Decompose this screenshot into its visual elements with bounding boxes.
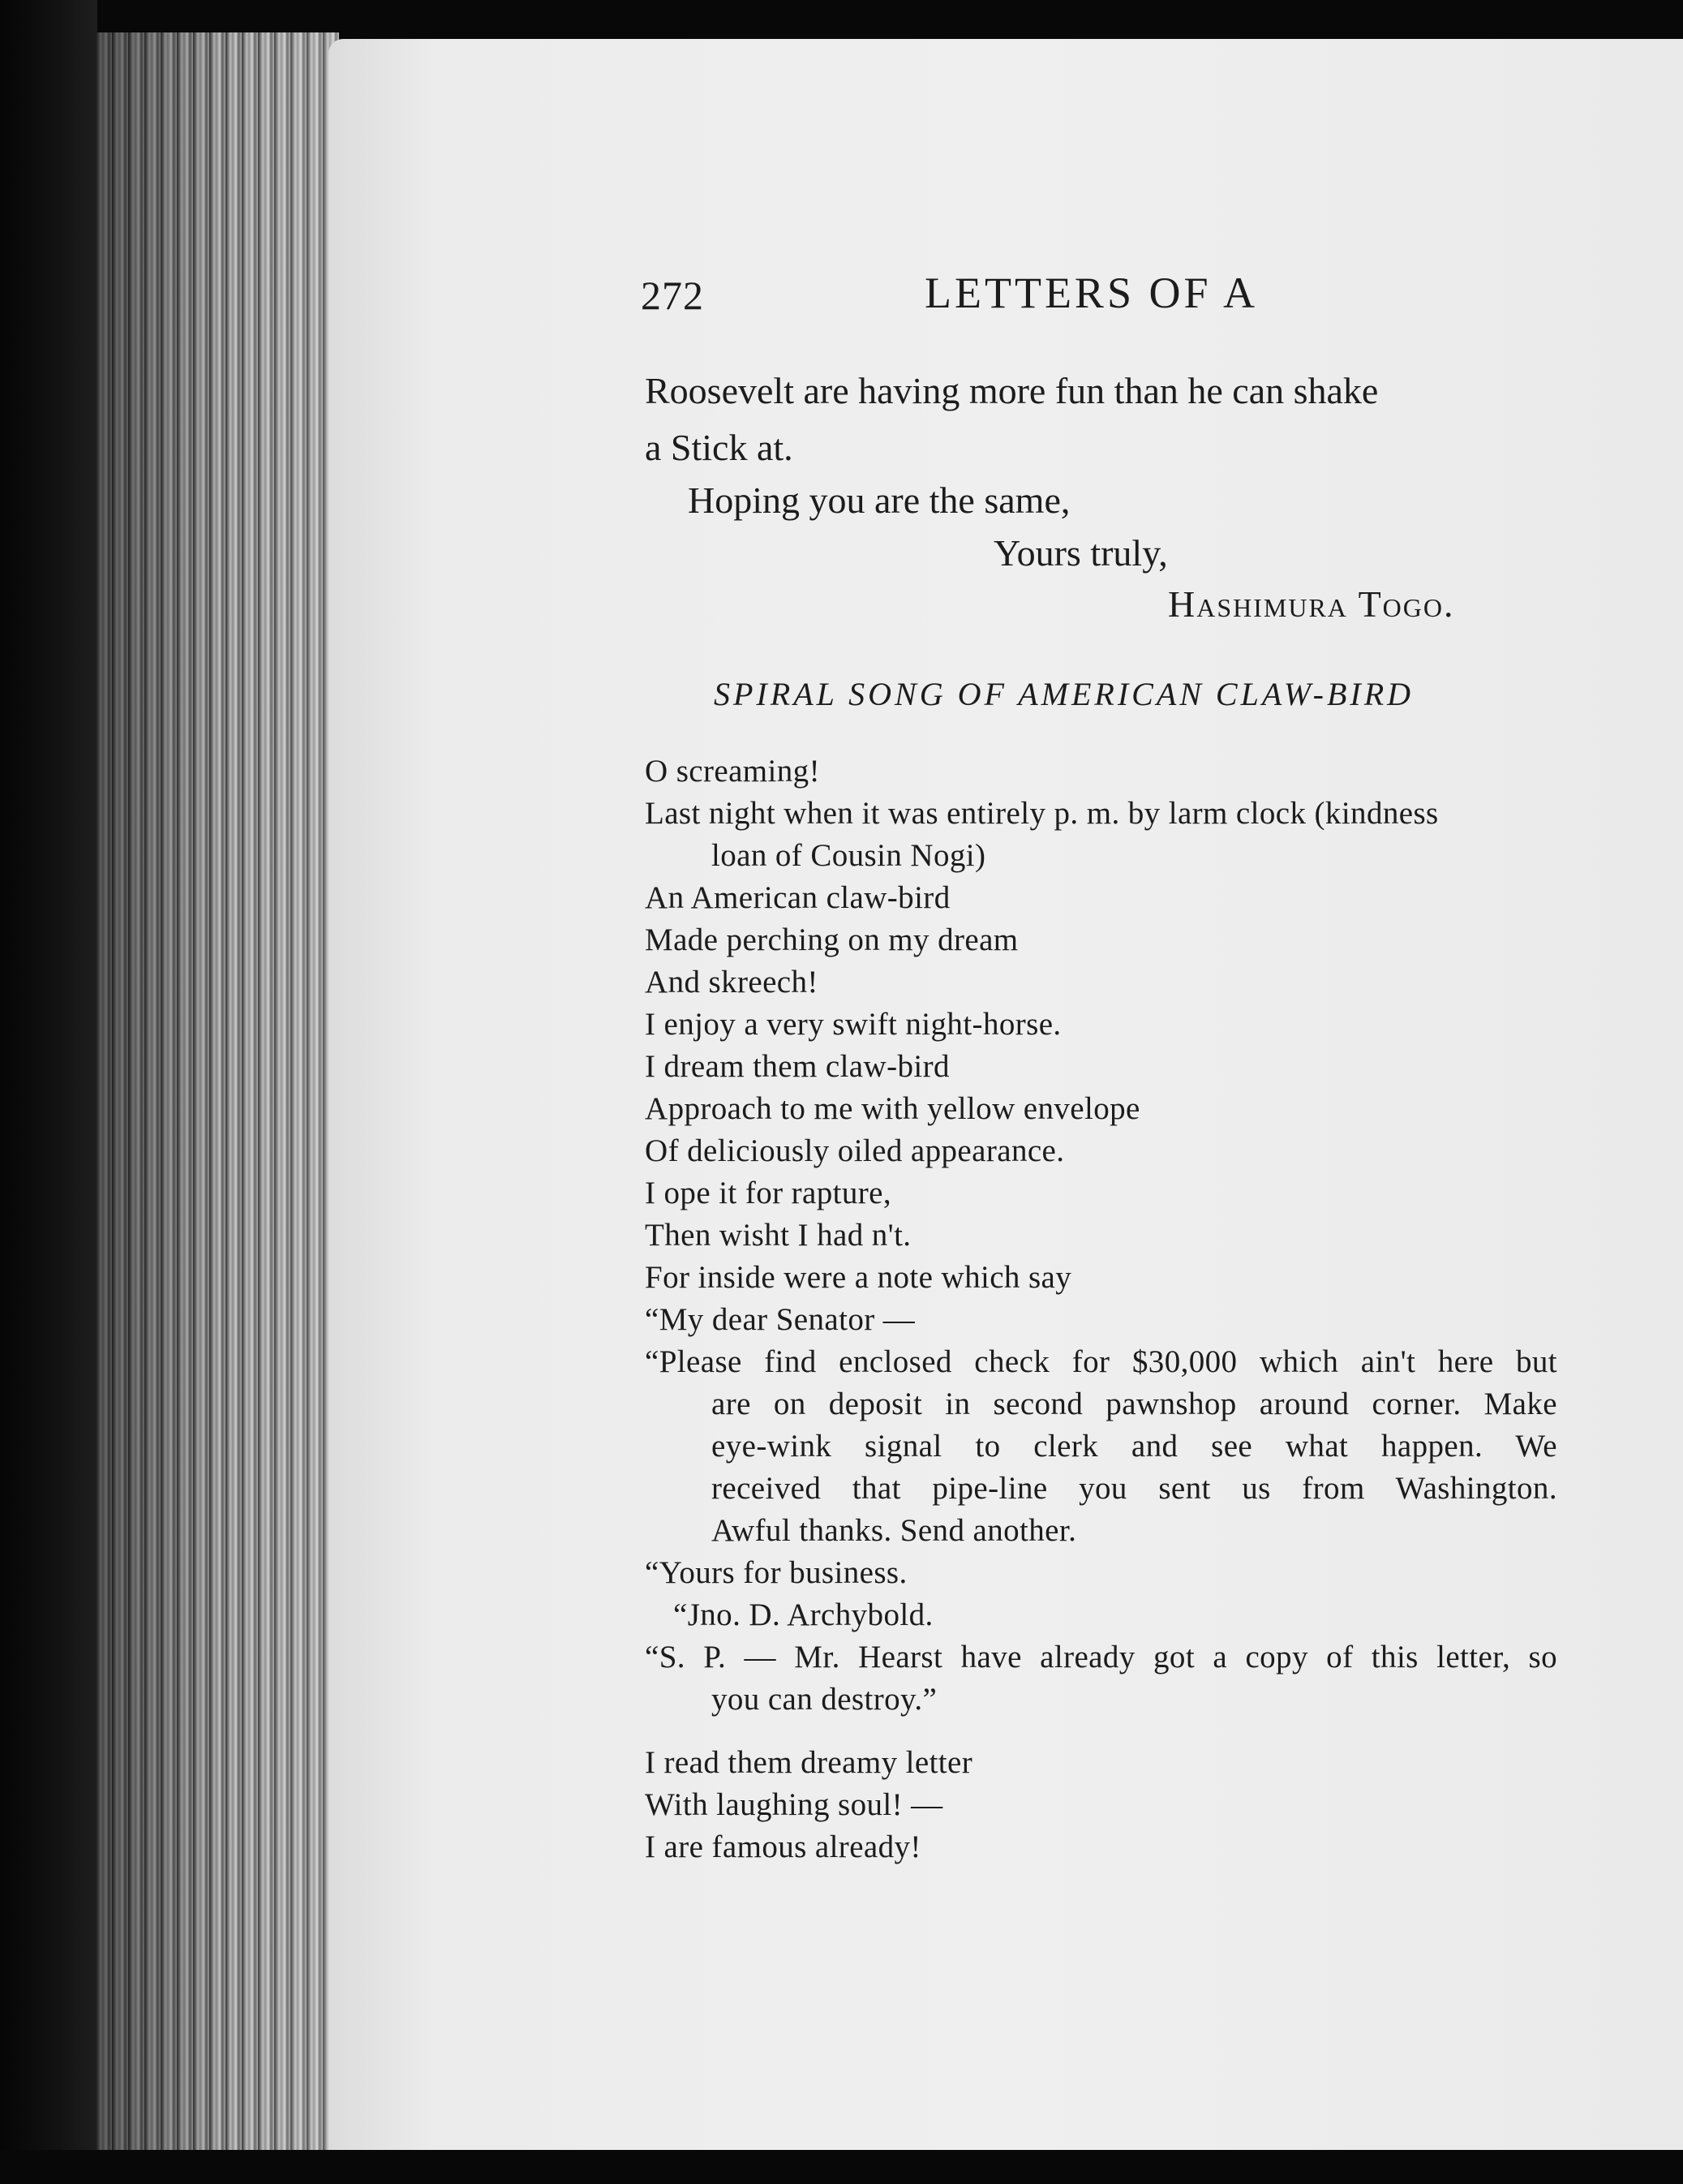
poem-line: received that pipe-line you sent us from Washington.	[711, 1471, 1557, 1506]
letter-line: Roosevelt are having more fun than he can shake	[645, 370, 1379, 411]
poem-line: Awful thanks. Send another.	[711, 1513, 1077, 1548]
poem-line: eye-wink signal to clerk and see what happen. We	[711, 1429, 1557, 1464]
poem-line: you can destroy.”	[711, 1682, 938, 1717]
poem-line: For inside were a note which say	[645, 1260, 1072, 1295]
poem-line: Approach to me with yellow envelope	[645, 1091, 1140, 1126]
poem-line: Made perching on my dream	[645, 922, 1019, 957]
poem-line: Last night when it was entirely p. m. by larm clock (kindness	[645, 796, 1439, 831]
poem-line: I are famous already!	[645, 1829, 921, 1864]
poem-line: I dream them claw-bird	[645, 1049, 950, 1084]
poem-line: And skreech!	[645, 965, 818, 1000]
poem-line: “Please find enclosed check for $30,000 which ain't here but	[645, 1344, 1557, 1379]
poem-line: With laughing soul! —	[645, 1787, 943, 1822]
running-head: LETTERS OF A	[925, 269, 1259, 317]
poem-line: loan of Cousin Nogi)	[711, 838, 986, 873]
poem-line: O screaming!	[645, 754, 820, 789]
scan-bottom-border	[0, 2150, 1683, 2184]
letter-signature: Hashimura Togo.	[1168, 583, 1455, 625]
poem-line: I enjoy a very swift night-horse.	[645, 1007, 1062, 1042]
letter-line: Hoping you are the same,	[688, 479, 1071, 521]
poem-line: “Yours for business.	[645, 1555, 908, 1590]
poem-line: “Jno. D. Archybold.	[673, 1597, 934, 1632]
poem-line: Of deliciously oiled appearance.	[645, 1133, 1065, 1168]
poem-line: “My dear Senator —	[645, 1302, 916, 1337]
poem-line: Then wisht I had n't.	[645, 1218, 912, 1253]
page-number: 272	[641, 273, 704, 318]
poem-line: I ope it for rapture,	[645, 1176, 892, 1210]
book-binding	[0, 0, 97, 2184]
letter-closing: Yours truly,	[994, 532, 1168, 574]
letter-line: a Stick at.	[645, 427, 793, 468]
poem-title: SPIRAL SONG OF AMERICAN CLAW-BIRD	[714, 676, 1415, 712]
poem-line: are on deposit in second pawnshop around corner. Make	[711, 1386, 1557, 1421]
page-edges	[96, 32, 339, 2158]
poem-line: An American claw-bird	[645, 880, 951, 915]
poem-line: “S. P. — Mr. Hearst have already got a copy of this letter, so	[645, 1640, 1557, 1675]
poem-line: I read them dreamy letter	[645, 1745, 973, 1780]
